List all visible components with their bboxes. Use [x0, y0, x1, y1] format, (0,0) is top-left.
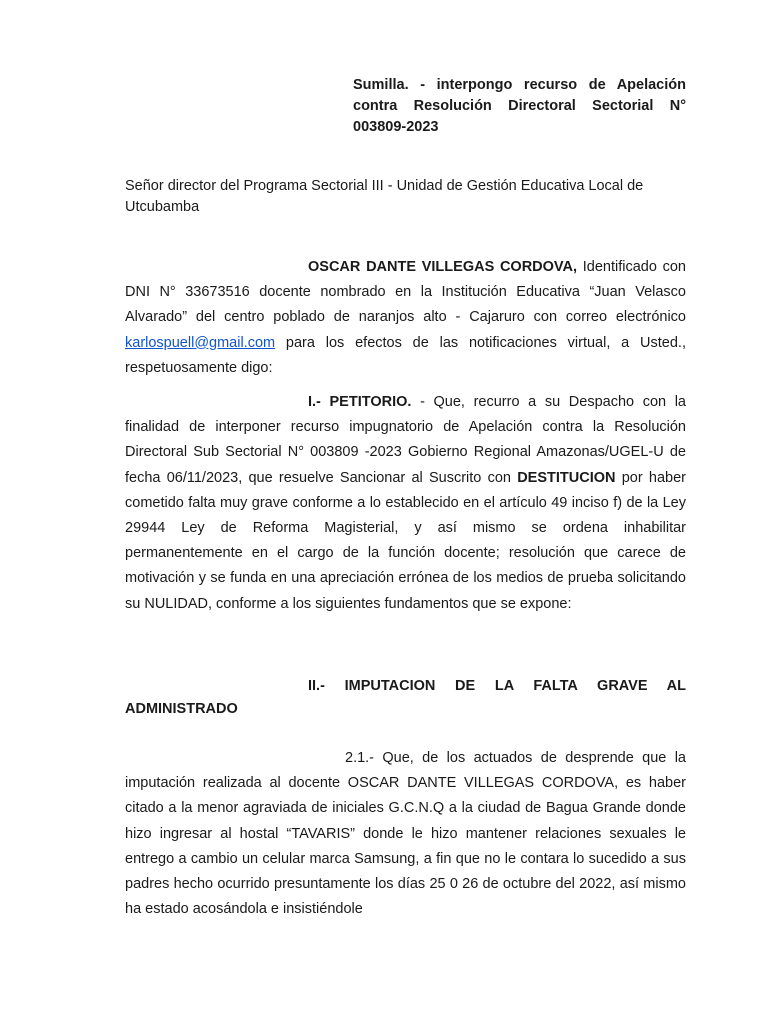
intro-paragraph	[125, 255, 686, 381]
section-2-heading-line1: II.- IMPUTACION DE LA FALTA GRAVE AL	[308, 678, 686, 694]
petitorio-text-end: por haber cometido falta muy grave conforme a lo establecido en el artículo 49 inciso f) de la Ley 29944 Ley de Reforma Magisterial, y así mismo se ordena inhabilitar permanentemente en el cargo de la función docente; resolución que carece de motivación y se funda en una apreciación errónea de los medios de prueba solicitando su NULIDAD, conforme a los siguientes fundamentos que se expone:	[125, 469, 686, 612]
intro-text: Identificado con DNI N° 33673516 docente nombrado en la Institución Educativa “Juan Velasco Alvarado” del centro poblado de naranjos alto - Cajaruro con correo electrónico	[125, 259, 686, 326]
sumilla-block: Sumilla. - interpongo recurso de Apelación contra Resolución Directoral Sectorial N° 003809-2023	[353, 77, 686, 135]
email-link[interactable]: karlospuell@gmail.com	[125, 334, 276, 351]
petitorio-heading: I.- PETITORIO.	[308, 394, 412, 410]
petitorio-paragraph	[125, 390, 686, 617]
section-2-heading	[125, 676, 686, 720]
section-2-1-text: 2.1.- Que, de los actuados de desprende que la imputación realizada al docente OSCAR DANTE VILLEGAS CORDOVA, es haber citado a la menor agraviada de iniciales G.C.N.Q a la ciudad de Bagua Grande donde hizo ingresar al hostal “TAVARIS” donde le hizo mantener relaciones sexuales le entrego a cambio un celular marca Samsung, a fin que no le contara lo sucedido a sus padres hecho ocurrido presuntamente los días 25 0 26 de octubre del 2022, así mismo ha estado acosándola e insistiéndole	[125, 750, 686, 918]
intro-text-end: para los efectos de las notificaciones virtual, a Usted., respetuosamente digo:	[125, 334, 686, 376]
petitorio-text: - Que, recurro a su Despacho con la finalidad de interponer recurso impugnatorio de Apelación contra la Resolución Directoral Sub Sectorial N° 003809 -2023 Gobierno Regional Amazonas/UGEL-U de fecha 06/11/2023, que resuelve Sancionar al Suscrito con	[125, 394, 686, 486]
section-2-1-paragraph	[125, 746, 686, 922]
addressee-line: Señor director del Programa Sectorial III - Unidad de Gestión Educativa Local de Utcubamba	[125, 178, 644, 215]
appellant-name: OSCAR DANTE VILLEGAS CORDOVA,	[308, 259, 578, 275]
destitucion-emphasis: DESTITUCION	[517, 469, 616, 486]
section-2-heading-line2: ADMINISTRADO	[125, 701, 238, 717]
